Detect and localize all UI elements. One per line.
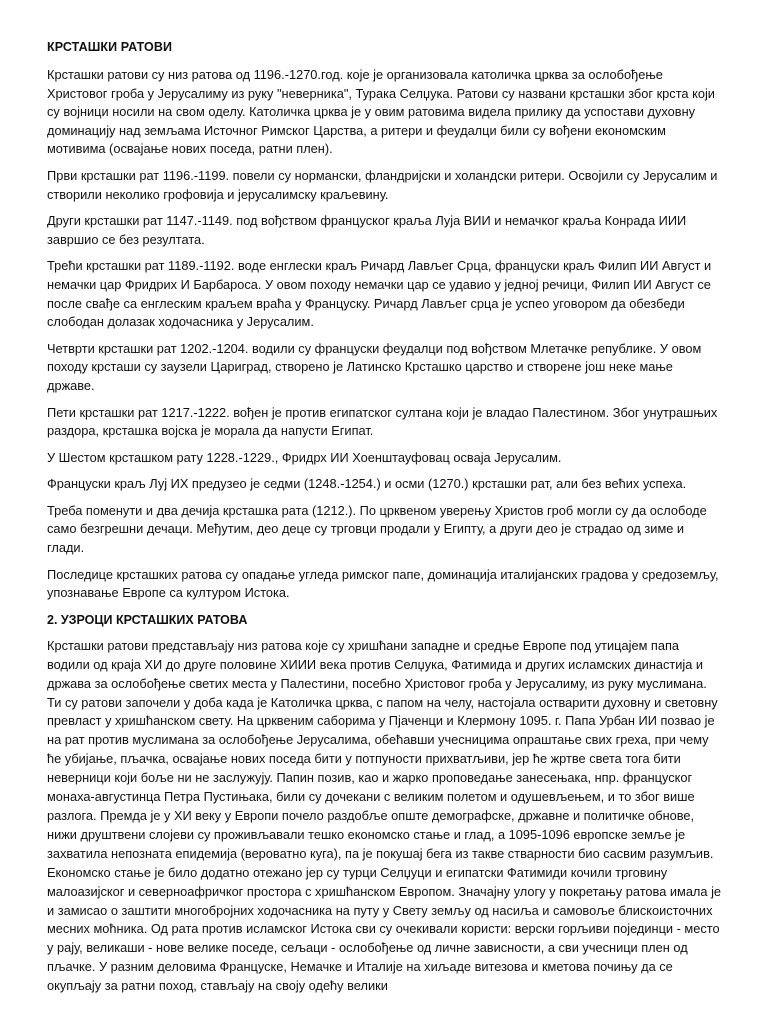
document-page [47, 38, 723, 1004]
paragraph-third-crusade: Трећи крсташки рат 1189.-1192. воде енглески краљ Ричард Лављег Срца, француски краљ Филип ИИ Август и немачки цар Фридрих И Барбароса. У овом походу немачки цар се удавио у једној речици, Филип ИИ Август се после свађе са енглеским краљем враћа у Француску. Ричард Лављег срца је успео уговором да обезбеди слободан долазак ходочасника у Јерусалим. [47, 258, 712, 330]
paragraph-first-crusade: Први крсташки рат 1196.-1199. повели су нормански, фландријски и холандски ритери. Освојили су Јерусалим и створили неколико грофовија и јерусалимску краљевину. [47, 167, 718, 202]
paragraph-second-crusade: Други крсташки рат 1147.-1149. под вођством француског краља Луја ВИИ и немачког краља Конрада ИИИ завршио се без резултата. [47, 213, 687, 247]
paragraph-fourth-crusade: Четврти крсташки рат 1202.-1204. водили су француски феудалци под вођством Млетачке републике. У овом походу крсташи су заузели Цариград, створено је Латинско Крсташко царство и створене још неке мање државе. [47, 340, 702, 393]
document-title: КРСТАШКИ РАТОВИ [47, 40, 173, 54]
paragraph-sixth-crusade: У Шестом крсташком рату 1228.-1229., Фридрх ИИ Хоенштауфовац осваја Јерусалим. [47, 449, 562, 465]
section-title-causes: 2. УЗРОЦИ КРСТАШКИХ РАТОВА [47, 612, 248, 627]
paragraph-causes: Крсташки ратови представљају низ ратова које су хришћани западне и средње Европе под утицајем папа водили од краја ХИ до друге половине ХИИИ века против Селџука, Фатимида и других исламских династија и држава за ослобођење светих места у Палестини, посебно Христовог гроба у Јерусалиму, из руку муслимана. Ти су ратови започели у доба када је Католичка црква, с папом на челу, настојала остварити духовну и световну превласт у хришћанском свету. На црквеним саборима у Пјаченци и Клермону 1095. г. Папа Урбан ИИ позвао је на рат против муслимана за ослобођење Јерусалима, обећавши учесницима опраштање свих греха, при чему ће убијање, пљачка, освајање нових поседа бити у потпуности прихватљиви, јер ће жртве света тога бити неверници који боље ни не заслужују. Папин позив, као и жарко проповедање занесењака, нпр. француског монаха-августинца Петра Пустињака, били су дочекани с великим полетом и одушевљењем, и то због више разлога. Премда је у ХИ веку у Европи почело раздобље опште демографске, државне и политичке обнове, нижи друштвени слојеви су проживљавали тешко економско стање и глад, а 1095-1096 европске земље је захватила непознатa епидемија (вероватно куга), па је покушај бега из такве стварности био сасвим разумљив. Економско стање је било додатно отежано јер су турци Селџуци и египатски Фатимиди кочили трговину малоазијског и северноафричког простора с хришћанском Европом. Значајну улогу у покретању ратова имала је и замисао о заштити многобројних ходочасника на путу у Свету земљу од насиља и самовоље блискоисточних месних моћника. Од рата против исламског Истока сви су очекивали користи: верски горљиви појединци - место у рају, великаши - нове велике поседе, сељаци - ослобођење од личне зависности, а сви учесници плен од пљачке. У разним деловима Француске, Немачке и Италије на хиљаде витезова и кметова почињу да се окупљају за ратни поход, стављају на своју одећу велики [47, 637, 722, 994]
paragraph-children-crusades: Треба поменути и два дечија крсташка рата (1212.). По црквеном уверењу Христов гроб могли су да ослободе само безгрешни дечаци. Међутим, део деце су трговци продали у Египту, а други део је страдао од зиме и глади. [47, 502, 707, 556]
paragraph-intro: Крсташки ратови су низ ратова од 1196.-1270.год. које је организовала католичка црква за ослобођење Христовог гроба у Јерусалиму из руку "неверника", Турака Селџука. Ратови су названи крсташки због крста који су војници носили на свом оделу. Католичка црква је у овим ратовима видела прилику да успостави духовну доминацију над земљама Источног Римског Царства, а ритери и феудалци били су вођени економским мотивима (освајање нових поседа, ратни плен). [47, 67, 715, 157]
paragraph-fifth-crusade: Пети крсташки рат 1217.-1222. вођен је против египатског султана који је владао Палестином. Због унутрашњих раздора, крсташка војска је морала да напусти Египат. [47, 404, 718, 439]
paragraph-consequences: Последице крсташких ратова су опадање угледа римског папе, доминација италијанских градова у средоземљу, упознавање Европе са културом Истока. [47, 566, 719, 601]
paragraph-seventh-eighth-crusade: Француски краљ Луј ИХ предузео је седми (1248.-1254.) и осми (1270.) крсташки рат, али без већих успеха. [47, 476, 687, 492]
